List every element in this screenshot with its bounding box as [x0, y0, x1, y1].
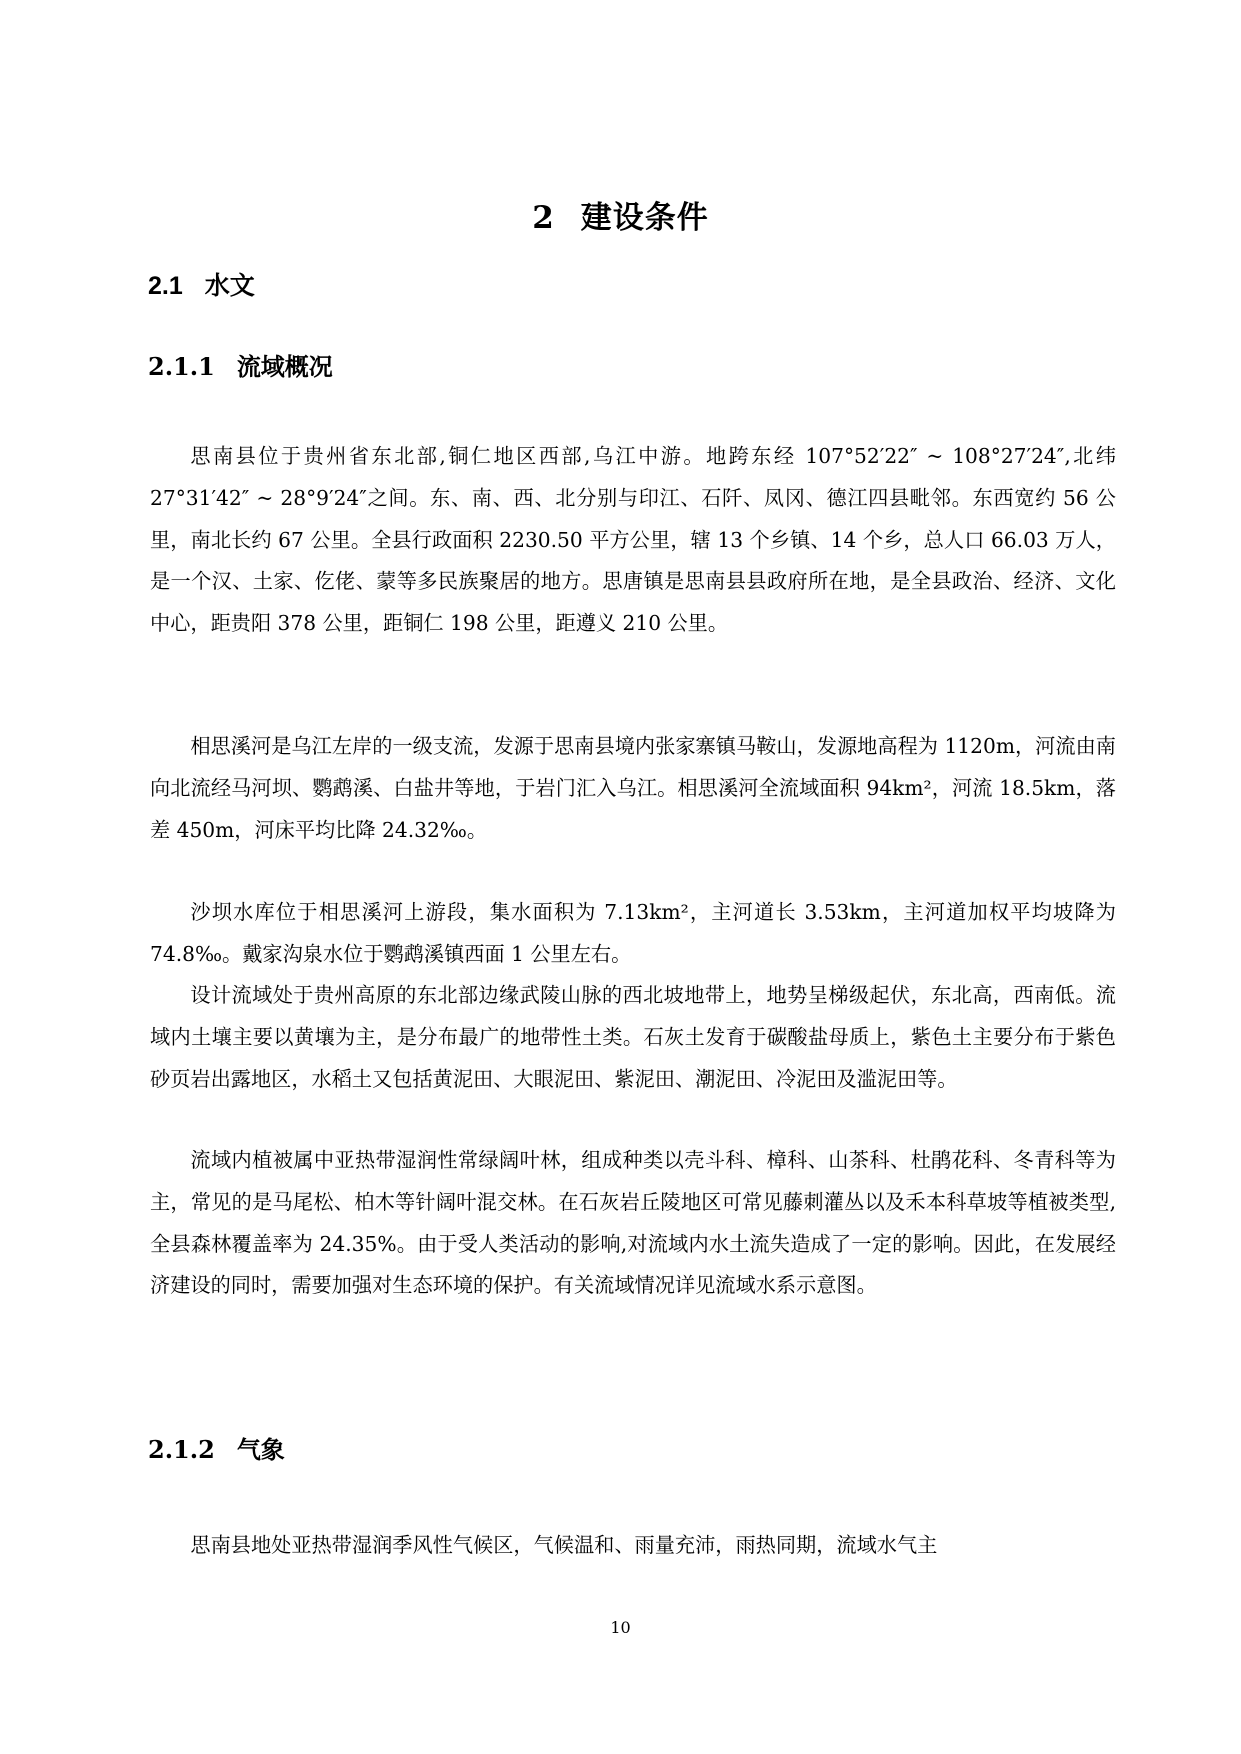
paragraph-reservoir: 沙坝水库位于相思溪河上游段，集水面积为 7.13km²，主河道长 3.53km，主河道加权平均坡降为 74.8‰。戴家沟泉水位于鹦鹉溪镇西面 1 公里左右。	[150, 900, 1116, 966]
paragraph-climate: 思南县地处亚热带湿润季风性气候区，气候温和、雨量充沛，雨热同期，流域水气主	[190, 1533, 938, 1557]
chapter-title	[0, 196, 1241, 240]
section-title: 流域概况	[236, 352, 333, 381]
section-heading-2-1-2	[148, 1430, 285, 1470]
section-heading-2-1-1	[148, 347, 333, 387]
section-heading-2-1	[148, 266, 255, 306]
page-number: 10	[610, 1618, 631, 1637]
paragraph-vegetation: 流域内植被属中亚热带湿润性常绿阔叶林，组成种类以壳斗科、樟科、山茶科、杜鹃花科、冬青科等为主，常见的是马尾松、柏木等针阔叶混交林。在石灰岩丘陵地区可常见藤刺灌丛以及禾本科草坡等植被类型,全县森林覆盖率为 24.35%。由于受人类活动的影响,对流域内水土流失造成了一定的影响。因此，在发展经济建设的同时，需要加强对生态环境的保护。有关流域情况详见流域水系示意图。	[150, 1148, 1116, 1298]
section-title: 水文	[204, 271, 255, 300]
paragraph-river: 相思溪河是乌江左岸的一级支流，发源于思南县境内张家寨镇马鞍山，发源地高程为 1120m，河流由南向北流经马河坝、鹦鹉溪、白盐井等地，于岩门汇入乌江。相思溪河全流域面积 94km²，河流 18.5km，落差 450m，河床平均比降 24.32‰。	[150, 734, 1116, 842]
chapter-number: 2	[532, 200, 555, 236]
chapter-title-text: 建设条件	[580, 200, 709, 236]
section-title: 气象	[236, 1435, 285, 1464]
paragraph-terrain-soil: 设计流域处于贵州高原的东北部边缘武陵山脉的西北坡地带上，地势呈梯级起伏，东北高，西南低。流域内土壤主要以黄壤为主，是分布最广的地带性土类。石灰土发育于碳酸盐母质上，紫色土主要分布于紫色砂页岩出露地区，水稻土又包括黄泥田、大眼泥田、紫泥田、潮泥田、冷泥田及滥泥田等。	[150, 983, 1116, 1091]
paragraph-location: 思南县位于贵州省东北部,铜仁地区西部,乌江中游。地跨东经 107°52′22″ ~ 108°27′24″,北纬 27°31′42″ ~ 28°9′24″之间。东、南、西、北分别与印江、石阡、凤冈、德江四县毗邻。东西宽约 56 公里，南北长约 67 公里。全县行政面积 2230.50 平方公里，辖 13 个乡镇、14 个乡，总人口 66.03 万人，是一个汉、土家、仡佬、蒙等多民族聚居的地方。思唐镇是思南县县政府所在地，是全县政治、经济、文化中心，距贵阳 378 公里，距铜仁 198 公里，距遵义 210 公里。	[150, 444, 1116, 636]
section-number: 2.1	[148, 272, 183, 300]
section-number: 2.1.2	[148, 1435, 215, 1464]
section-number: 2.1.1	[148, 352, 215, 381]
